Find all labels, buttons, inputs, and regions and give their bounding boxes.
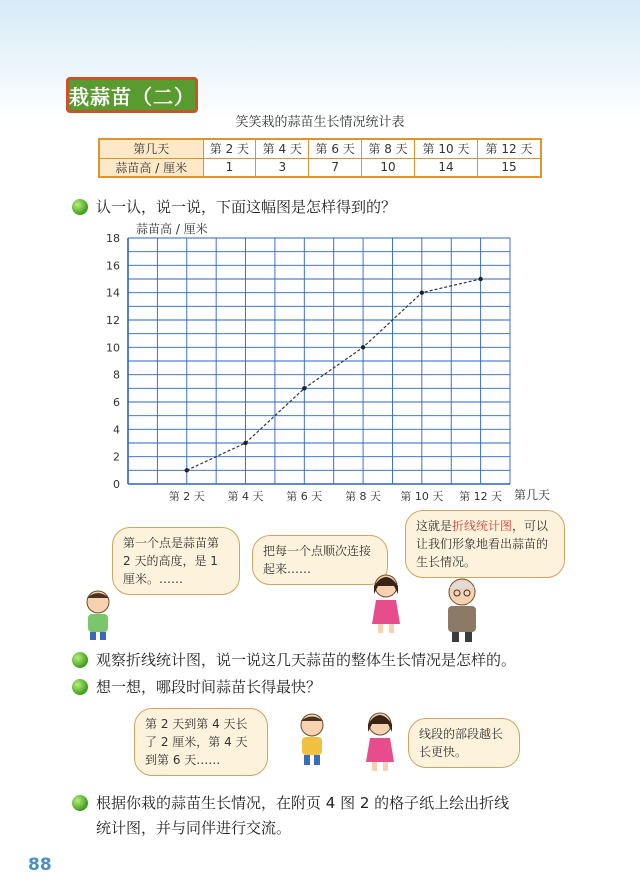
- table-header-cell: 蒜苗高 / 厘米: [99, 158, 203, 177]
- table-cell: 1: [203, 158, 256, 177]
- y-axis-label: 蒜苗高 / 厘米: [136, 222, 208, 236]
- table-cell: 第 6 天: [309, 139, 362, 158]
- data-point: [361, 345, 365, 349]
- question-4: [72, 792, 509, 813]
- speech-bubble: 把每一个点顺次连接起来……: [252, 535, 388, 585]
- data-point: [420, 290, 424, 294]
- table-cell: 15: [477, 158, 541, 177]
- y-tick-label: 4: [113, 423, 120, 437]
- data-point: [243, 441, 247, 445]
- question-text: 根据你栽的蒜苗生长情况，在附页 4 图 2 的格子纸上绘出折线: [96, 794, 510, 812]
- boy-figure-icon: [76, 588, 122, 640]
- y-tick-label: 8: [113, 368, 120, 382]
- table-cell: 第 12 天: [477, 139, 541, 158]
- table-cell: 第 4 天: [256, 139, 309, 158]
- x-tick-label: 第 10 天: [400, 490, 444, 503]
- section-title: 栽蒜苗（二）: [66, 77, 198, 113]
- question-text: 认一认，说一说，下面这幅图是怎样得到的？: [96, 198, 397, 216]
- speech-bubble: 第 2 天到第 4 天长了 2 厘米，第 4 天到第 6 天……: [134, 708, 268, 776]
- boy-figure-icon: [292, 712, 332, 766]
- bubble-highlight: 折线统计图: [452, 519, 513, 533]
- table-cell: 14: [415, 158, 478, 177]
- girl-figure-icon: [366, 572, 406, 634]
- speech-bubble: [405, 510, 565, 578]
- chart-grid: [128, 238, 510, 484]
- table-cell: 10: [362, 158, 415, 177]
- x-tick-label: 第 2 天: [168, 490, 205, 503]
- question-text: 观察折线统计图，说一说这几天蒜苗的整体生长情况是怎样的。: [96, 651, 517, 669]
- girl-figure-icon: [360, 710, 400, 772]
- speech-bubble: 第一个点是蒜苗第 2 天的高度，是 1 厘米。……: [112, 527, 240, 595]
- table-cell: 3: [256, 158, 309, 177]
- x-tick-label: 第 8 天: [345, 490, 382, 503]
- table-cell: 第 2 天: [203, 139, 256, 158]
- question-4-continued: 统计图，并与同伴进行交流。: [96, 819, 292, 837]
- y-tick-label: 10: [106, 341, 120, 355]
- table-cell: 7: [309, 158, 362, 177]
- bullet-icon: [72, 679, 88, 695]
- question-2: [72, 649, 516, 670]
- y-tick-label: 0: [113, 478, 120, 491]
- x-tick-label: 第 4 天: [227, 490, 264, 503]
- table-caption: 笑笑栽的蒜苗生长情况统计表: [235, 115, 405, 130]
- data-point: [185, 468, 189, 472]
- y-tick-label: 6: [113, 396, 120, 409]
- question-text: 想一想，哪段时间蒜苗长得最快？: [96, 678, 322, 696]
- question-3: [72, 676, 321, 697]
- x-axis-label: 第几天: [514, 488, 551, 502]
- table-cell: 第 10 天: [415, 139, 478, 158]
- teacher-figure-icon: [436, 576, 488, 642]
- table-header-cell: 第几天: [99, 139, 203, 158]
- bubble-text: ，可以让我们形象地看出蒜苗的生长情况。: [416, 519, 549, 569]
- x-tick-label: 第 12 天: [459, 490, 503, 503]
- x-tick-label: 第 6 天: [286, 490, 323, 503]
- y-tick-label: 16: [106, 259, 120, 273]
- data-point: [478, 277, 482, 281]
- bubble-text: 这就是: [416, 519, 453, 533]
- bullet-icon: [72, 652, 88, 668]
- bullet-icon: [72, 795, 88, 811]
- y-tick-label: 14: [106, 286, 120, 300]
- y-tick-label: 12: [106, 314, 120, 327]
- y-tick-label: 18: [106, 232, 120, 245]
- table-cell: 第 8 天: [362, 139, 415, 158]
- data-point: [302, 386, 306, 390]
- speech-bubble: 线段的部段越长长更快。: [408, 718, 520, 768]
- y-tick-label: 2: [113, 450, 120, 464]
- page-number: 88: [28, 855, 52, 875]
